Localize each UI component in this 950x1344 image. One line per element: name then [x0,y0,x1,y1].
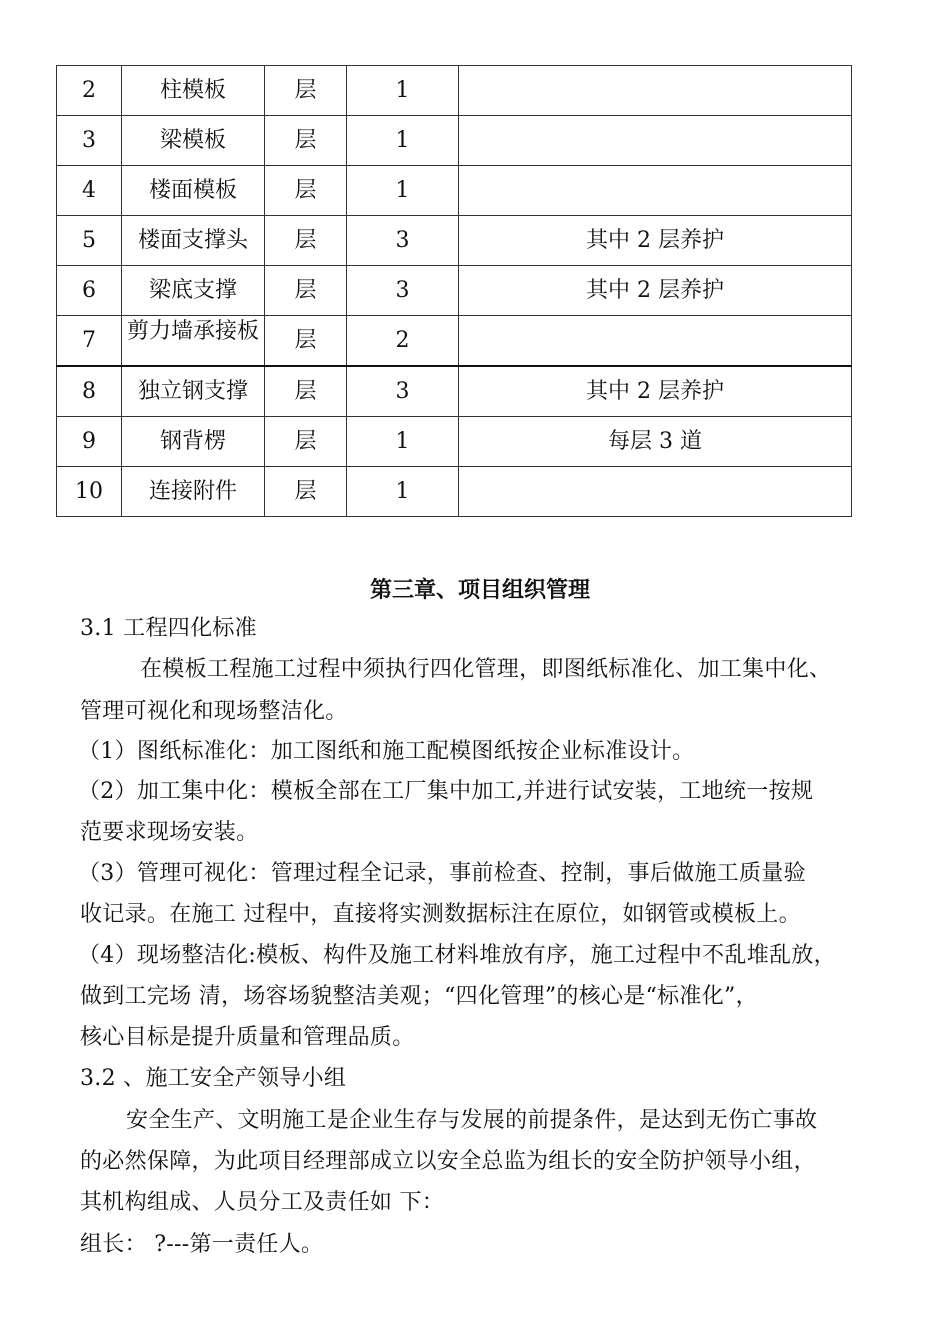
section-3-1-heading: 3.1 工程四化标准 [80,616,257,641]
cell-qty: 1 [347,66,459,116]
list-item: （2）加工集中化：模板全部在工厂集中加工,并进行试安装，工地统一按规 [78,779,814,804]
cell-note: 每层 3 道 [459,417,852,467]
cell-name: 梁模板 [122,116,265,166]
cell-name: 楼面模板 [122,166,265,216]
cell-unit: 层 [265,417,347,467]
cell-unit: 层 [265,66,347,116]
cell-note [459,316,852,367]
paragraph-line: 核心目标是提升质量和管理品质。 [80,1025,415,1050]
cell-unit: 层 [265,116,347,166]
cell-no: 8 [57,366,122,417]
cell-no: 6 [57,266,122,316]
cell-name [122,316,265,367]
paragraph-line: 做到工完场 清，场容场貌整洁美观；“四化管理”的核心是“标准化”， [80,984,758,1009]
table-row [57,417,852,467]
table-row [57,166,852,216]
section-3-2-heading: 3.2 、施工安全产领导小组 [80,1066,347,1091]
chapter-title: 第三章、项目组织管理 [369,578,590,603]
list-item: （4）现场整洁化:模板、构件及施工材料堆放有序，施工过程中不乱堆乱放， [78,943,836,968]
table-row [57,316,852,367]
cell-unit: 层 [265,467,347,517]
cell-name: 柱模板 [122,66,265,116]
cell-unit: 层 [265,216,347,266]
cell-name: 楼面支撑头 [122,216,265,266]
cell-no: 5 [57,216,122,266]
table-row [57,266,852,316]
cell-name: 梁底支撑 [122,266,265,316]
cell-no: 2 [57,66,122,116]
cell-no: 9 [57,417,122,467]
paragraph-line: 收记录。在施工 过程中，直接将实测数据标注在原位，如钢管或模板上。 [80,902,801,927]
cell-qty: 1 [347,166,459,216]
paragraph-line: 安全生产、文明施工是企业生存与发展的前提条件，是达到无伤亡事故 [126,1108,818,1133]
cell-no: 7 [57,316,122,367]
cell-note: 其中 2 层养护 [459,216,852,266]
paragraph-line: 的必然保障，为此项目经理部成立以安全总监为组长的安全防护领导小组， [80,1149,816,1174]
cell-note: 其中 2 层养护 [459,266,852,316]
cell-name: 独立钢支撑 [122,366,265,417]
cell-note: 其中 2 层养护 [459,366,852,417]
table-row [57,216,852,266]
paragraph-line: 范要求现场安装。 [80,820,259,845]
table-row [57,116,852,166]
cell-unit: 层 [265,316,347,367]
cell-qty: 3 [347,266,459,316]
materials-table [56,65,852,517]
paragraph-line: 管理可视化和现场整洁化。 [80,699,348,724]
cell-no: 3 [57,116,122,166]
cell-note [459,66,852,116]
cell-note [459,166,852,216]
table-row [57,66,852,116]
paragraph-line: 其机构组成、人员分工及责任如 下： [80,1190,445,1215]
cell-qty: 1 [347,116,459,166]
cell-unit: 层 [265,266,347,316]
cell-name-text: 剪力墙承接板 [126,319,259,344]
cell-note [459,467,852,517]
cell-qty: 1 [347,467,459,517]
cell-name: 连接附件 [122,467,265,517]
cell-no: 10 [57,467,122,517]
paragraph-line: 组长： ?---第一责任人。 [80,1232,324,1257]
cell-qty: 3 [347,216,459,266]
list-item: （3）管理可视化：管理过程全记录，事前检查、控制，事后做施工质量验 [78,861,806,886]
cell-no: 4 [57,166,122,216]
list-item: （1）图纸标准化：加工图纸和施工配模图纸按企业标准设计。 [78,739,695,764]
cell-qty: 1 [347,417,459,467]
cell-name: 钢背楞 [122,417,265,467]
cell-note [459,116,852,166]
cell-qty: 2 [347,316,459,367]
table-row [57,467,852,517]
table-row [57,366,852,417]
cell-qty: 3 [347,366,459,417]
paragraph-line: 在模板工程施工过程中须执行四化管理，即图纸标准化、加工集中化、 [140,657,832,682]
cell-unit: 层 [265,366,347,417]
cell-unit: 层 [265,166,347,216]
